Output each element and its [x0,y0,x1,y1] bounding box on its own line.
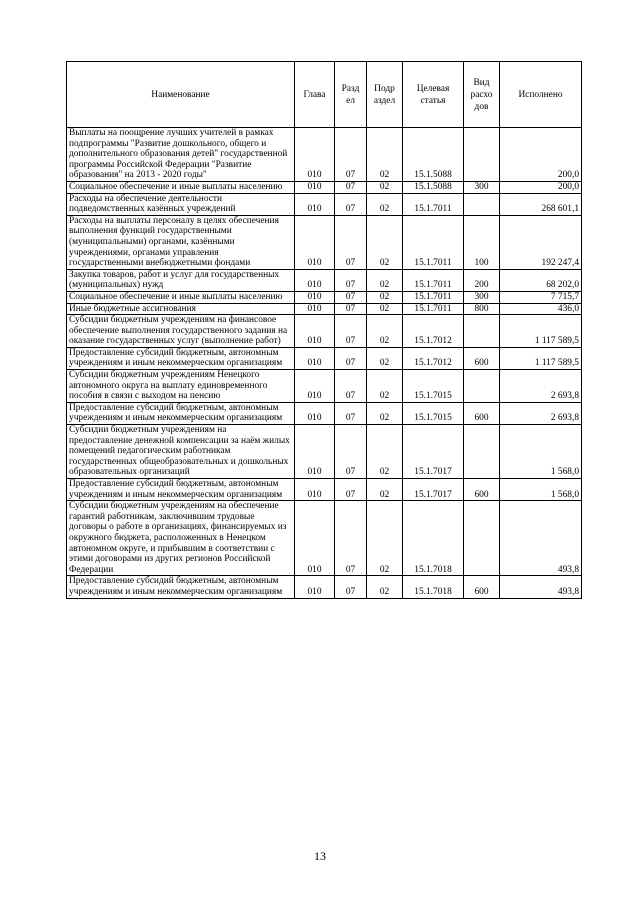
cell-glava: 010 [295,501,335,576]
table-row [67,576,582,598]
cell-name: Субсидии бюджетным учреждениям на обеспечение гарантий работникам, заключившим трудовые договоры о работе в организациях, финансируемых из окружного бюджета, расположенных в Ненецком автономном округе, и прибывшим в соответствии с этими договорами из других регионов Российской Федерации [67,501,295,576]
cell-glava: 010 [295,193,335,215]
cell-razdel: 07 [335,193,367,215]
cell-name: Предоставление субсидий бюджетным, автономным учреждениям и иным некоммерческим организациям [67,479,295,501]
cell-podrazdel: 02 [367,479,403,501]
cell-name: Предоставление субсидий бюджетным, автономным учреждениям и иным некоммерческим организациям [67,402,295,424]
cell-name: Предоставление субсидий бюджетным, автономным учреждениям и иным некоммерческим организациям [67,576,295,598]
cell-glava: 010 [295,215,335,269]
cell-razdel: 07 [335,128,367,182]
cell-glava: 010 [295,370,335,403]
cell-podrazdel: 02 [367,501,403,576]
cell-executed: 200,0 [500,128,582,182]
cell-glava: 010 [295,479,335,501]
cell-expense-type [464,425,500,479]
cell-razdel: 07 [335,425,367,479]
cell-expense-type: 600 [464,402,500,424]
cell-glava: 010 [295,315,335,348]
cell-podrazdel: 02 [367,370,403,403]
cell-razdel: 07 [335,215,367,269]
table-row [67,181,582,193]
header-target-article: Целевая статья [403,62,464,128]
cell-target-article: 15.1.7011 [403,193,464,215]
table-row [67,402,582,424]
cell-target-article: 15.1.7017 [403,425,464,479]
cell-podrazdel: 02 [367,347,403,369]
cell-target-article: 15.1.7012 [403,347,464,369]
cell-podrazdel: 02 [367,193,403,215]
cell-executed: 1 568,0 [500,479,582,501]
cell-razdel: 07 [335,269,367,291]
cell-glava: 010 [295,291,335,303]
cell-expense-type: 800 [464,303,500,315]
cell-name: Субсидии бюджетным учреждениям Ненецкого автономного округа на выплату единовременного пособия в связи с выходом на пенсию [67,370,295,403]
cell-glava: 010 [295,269,335,291]
cell-razdel: 07 [335,576,367,598]
table-row [67,303,582,315]
cell-name: Предоставление субсидий бюджетным, автономным учреждениям и иным некоммерческим организациям [67,347,295,369]
cell-target-article: 15.1.7018 [403,501,464,576]
cell-podrazdel: 02 [367,425,403,479]
cell-name: Социальное обеспечение и иные выплаты населению [67,291,295,303]
cell-glava: 010 [295,303,335,315]
cell-expense-type [464,193,500,215]
table-body [67,128,582,599]
cell-podrazdel: 02 [367,402,403,424]
cell-expense-type: 600 [464,347,500,369]
cell-target-article: 15.1.7011 [403,303,464,315]
header-glava: Глава [295,62,335,128]
cell-podrazdel: 02 [367,128,403,182]
cell-target-article: 15.1.7018 [403,576,464,598]
cell-glava: 010 [295,181,335,193]
cell-razdel: 07 [335,402,367,424]
cell-expense-type: 600 [464,576,500,598]
table-row [67,315,582,348]
cell-executed: 268 601,1 [500,193,582,215]
cell-expense-type [464,501,500,576]
cell-executed: 1 117 589,5 [500,315,582,348]
cell-expense-type: 300 [464,291,500,303]
cell-razdel: 07 [335,479,367,501]
cell-target-article: 15.1.7011 [403,269,464,291]
cell-executed: 200,0 [500,181,582,193]
cell-target-article: 15.1.7015 [403,370,464,403]
cell-razdel: 07 [335,501,367,576]
cell-executed: 493,8 [500,501,582,576]
cell-target-article: 15.1.7011 [403,215,464,269]
table-row [67,479,582,501]
table-row [67,193,582,215]
cell-glava: 010 [295,128,335,182]
header-razdel: Разд ел [335,62,367,128]
cell-glava: 010 [295,347,335,369]
cell-executed: 2 693,8 [500,370,582,403]
cell-podrazdel: 02 [367,303,403,315]
cell-podrazdel: 02 [367,291,403,303]
table-row [67,215,582,269]
header-name: Наименование [67,62,295,128]
cell-podrazdel: 02 [367,269,403,291]
cell-razdel: 07 [335,303,367,315]
cell-target-article: 15.1.5088 [403,181,464,193]
cell-glava: 010 [295,576,335,598]
cell-name: Расходы на обеспечение деятельности подведомственных казённых учреждений [67,193,295,215]
table-header-row [67,62,582,128]
table-row [67,291,582,303]
cell-executed: 1 117 589,5 [500,347,582,369]
cell-name: Субсидии бюджетным учреждениям на предоставление денежной компенсации за наём жилых помещений педагогическим работникам государственных общеобразовательных и дошкольных образовательных организаций [67,425,295,479]
cell-razdel: 07 [335,347,367,369]
header-podrazdel: Подр аздел [367,62,403,128]
cell-target-article: 15.1.7015 [403,402,464,424]
cell-target-article: 15.1.7017 [403,479,464,501]
cell-podrazdel: 02 [367,181,403,193]
cell-executed: 1 568,0 [500,425,582,479]
cell-glava: 010 [295,402,335,424]
cell-razdel: 07 [335,315,367,348]
cell-razdel: 07 [335,181,367,193]
cell-name: Закупка товаров, работ и услуг для государственных (муниципальных) нужд [67,269,295,291]
table-row [67,370,582,403]
cell-razdel: 07 [335,370,367,403]
cell-podrazdel: 02 [367,215,403,269]
cell-target-article: 15.1.7011 [403,291,464,303]
cell-name: Выплаты на поощрение лучших учителей в рамках подпрограммы "Развитие дошкольного, общего и дополнительного образования детей" государственной программы Российской Федерации "Развитие образования" на 2013 - 2020 годы" [67,128,295,182]
cell-podrazdel: 02 [367,315,403,348]
cell-glava: 010 [295,425,335,479]
table-row [67,347,582,369]
cell-target-article: 15.1.7012 [403,315,464,348]
cell-podrazdel: 02 [367,576,403,598]
cell-name: Социальное обеспечение и иные выплаты населению [67,181,295,193]
header-executed: Исполнено [500,62,582,128]
cell-expense-type [464,370,500,403]
cell-executed: 436,0 [500,303,582,315]
cell-target-article: 15.1.5088 [403,128,464,182]
cell-expense-type: 100 [464,215,500,269]
page-number: 13 [314,849,326,863]
table-row [67,501,582,576]
cell-executed: 493,8 [500,576,582,598]
table-row [67,425,582,479]
cell-name: Расходы на выплаты персоналу в целях обеспечения выполнения функций государственными (муниципальными) органами, казёнными учреждениями, органами управления государственными внебюджетными фондами [67,215,295,269]
cell-expense-type: 200 [464,269,500,291]
header-expense-type: Вид расхо дов [464,62,500,128]
cell-executed: 7 715,7 [500,291,582,303]
table-row [67,269,582,291]
cell-expense-type: 600 [464,479,500,501]
cell-executed: 192 247,4 [500,215,582,269]
cell-executed: 68 202,0 [500,269,582,291]
cell-expense-type [464,128,500,182]
cell-name: Иные бюджетные ассигнования [67,303,295,315]
cell-razdel: 07 [335,291,367,303]
cell-expense-type [464,315,500,348]
budget-table [66,61,582,599]
cell-expense-type: 300 [464,181,500,193]
table-row [67,128,582,182]
cell-name: Субсидии бюджетным учреждениям на финансовое обеспечение выполнения государственного задания на оказание государственных услуг (выполнение работ) [67,315,295,348]
cell-executed: 2 693,8 [500,402,582,424]
